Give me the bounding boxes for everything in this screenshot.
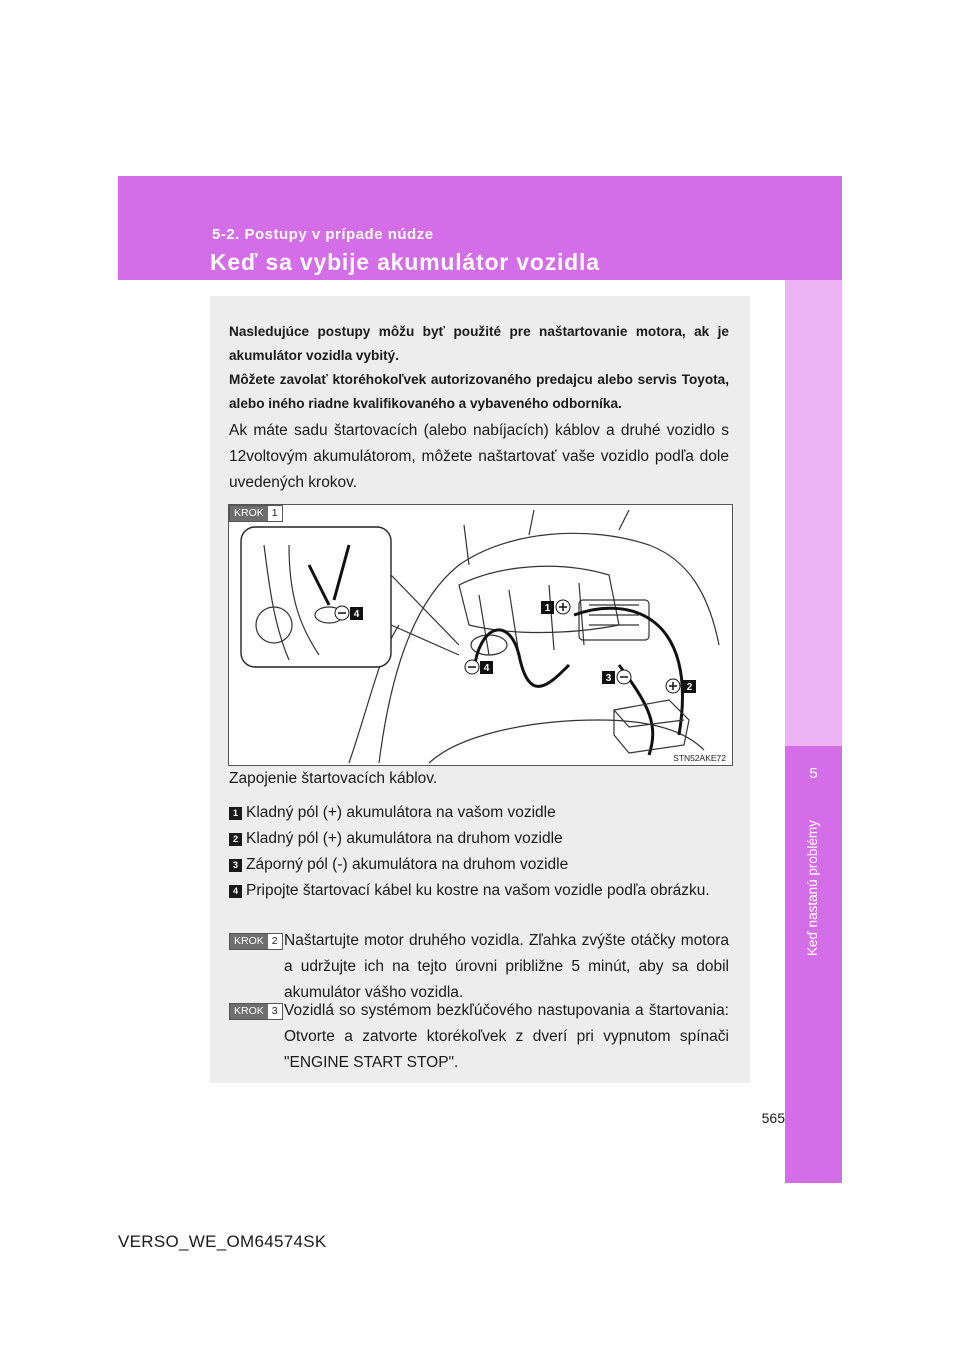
engine-bay-drawing (229, 505, 732, 765)
list-item (229, 800, 729, 826)
step-tag-label: KROK (230, 506, 268, 521)
intro-note-2: Môžete zavolať ktoréhokoľvek autorizovaného predajcu alebo servis Toyota, alebo iného riadne kvalifikovaného a vybaveného odborníka. (229, 372, 729, 411)
list-marker: 2 (229, 833, 242, 846)
list-item (229, 852, 729, 878)
page-title: Keď sa vybije akumulátor vozidla (210, 249, 600, 275)
list-text: Kladný pól (+) akumulátora na vašom vozidle (246, 804, 556, 821)
list-text: Kladný pól (+) akumulátora na druhom vozidle (246, 830, 563, 847)
section-label: 5-2. Postupy v prípade núdze (212, 226, 434, 243)
page-number: 565 (761, 1110, 785, 1126)
list-text: Záporný pól (-) akumulátora na druhom vozidle (246, 856, 569, 873)
intro-paragraph: Ak máte sadu štartovacích (alebo nabíjacích) káblov a druhé vozidlo s 12voltovým akumulátorom, môžete naštartovať vaše vozidlo podľa dole uvedených krokov. (229, 422, 729, 491)
document-code: VERSO_WE_OM64574SK (118, 1232, 327, 1251)
step-tag (229, 1003, 283, 1020)
step-tag-number: 3 (271, 1005, 278, 1017)
list-marker: 4 (229, 885, 242, 898)
chapter-number: 5 (809, 765, 818, 782)
step-tag-label: KROK (230, 934, 268, 949)
callout-3: 3 (605, 673, 612, 684)
callout-1: 1 (544, 603, 551, 614)
callout-4-ground: 4 (483, 663, 490, 674)
step-text: Naštartujte motor druhého vozidla. Zľahka zvýšte otáčky motora a udržujte ich na tejto úrovni približne 5 minút, aby sa dobil akumulátor vášho vozidla. (284, 932, 729, 1001)
list-item (229, 826, 729, 852)
list-item (229, 878, 729, 904)
figure-caption: Zapojenie štartovacích káblov. (229, 770, 438, 787)
list-marker: 1 (229, 807, 242, 820)
list-text: Pripojte štartovací kábel ku kostre na vašom vozidle podľa obrázku. (246, 882, 710, 899)
chapter-title: Keď nastanú problémy (805, 820, 820, 956)
callout-4-inset: 4 (353, 609, 360, 620)
figure-code: STN52AKE72 (673, 753, 726, 763)
step-text: Vozidlá so systémom bezkľúčového nastupovania a štartovania: Otvorte a zatvorte ktorékoľvek z dverí pri vypnutom spínači "ENGINE START STOP". (284, 1002, 729, 1071)
list-marker: 3 (229, 859, 242, 872)
step-tag-number: 1 (271, 507, 278, 519)
step-tag-label: KROK (230, 1004, 268, 1019)
step-tag (229, 933, 283, 950)
intro-note-1: Nasledujúce postupy môžu byť použité pre naštartovanie motora, ak je akumulátor vozidla vybitý. (229, 324, 729, 363)
jump-start-illustration (228, 504, 733, 766)
callout-2: 2 (686, 682, 693, 693)
step-tag-number: 2 (271, 935, 278, 947)
